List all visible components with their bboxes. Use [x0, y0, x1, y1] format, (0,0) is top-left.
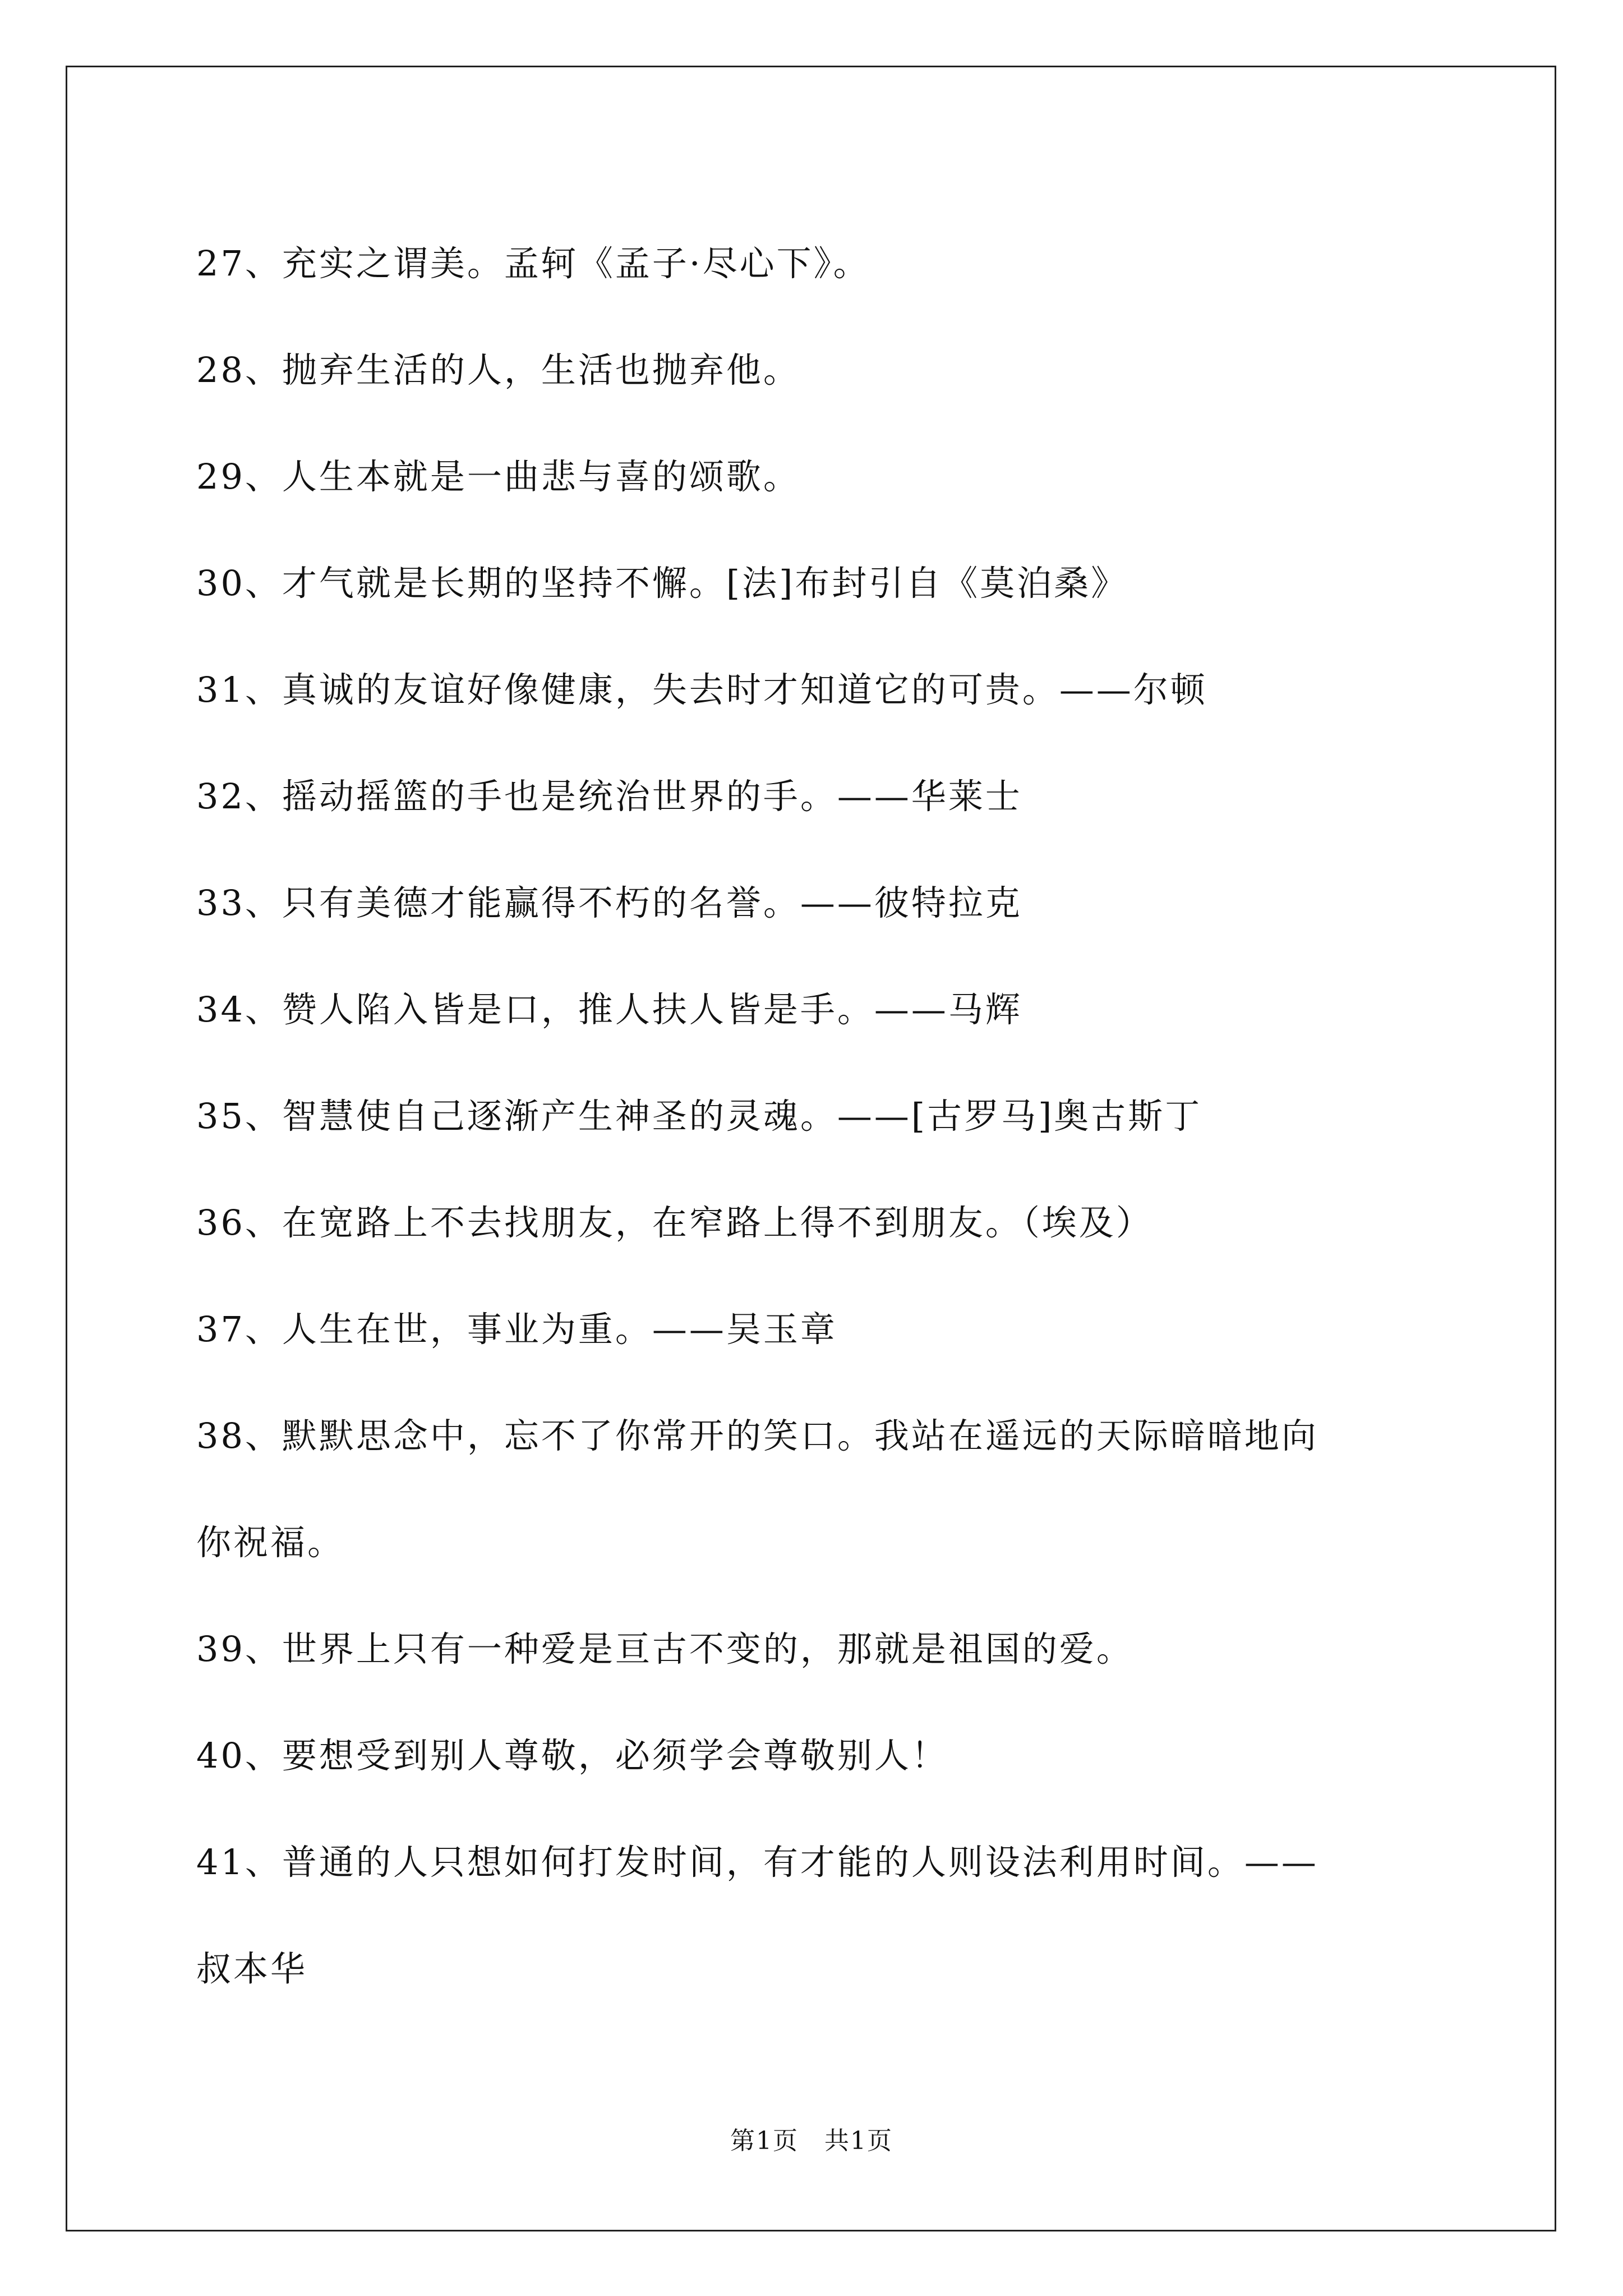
text-line: 37、人生在世，事业为重。——吴玉章 — [196, 1309, 837, 1350]
text-line: 33、只有美德才能赢得不朽的名誉。——彼特拉克 — [196, 882, 1022, 923]
text-line: 30、才气就是长期的坚持不懈。[法]布封引自《莫泊桑》 — [196, 563, 1128, 604]
text-line: 38、默默思念中，忘不了你常开的笑口。我站在遥远的天际暗暗地向 — [196, 1415, 1318, 1456]
text-line: 你祝福。 — [196, 1522, 345, 1563]
text-line: 35、智慧使自己逐渐产生神圣的灵魂。——[古罗马]奥古斯丁 — [196, 1096, 1202, 1137]
text-line: 41、普通的人只想如何打发时间，有才能的人则设法利用时间。—— — [196, 1842, 1318, 1883]
text-line: 29、人生本就是一曲悲与喜的颂歌。 — [196, 456, 800, 497]
text-line: 36、在宽路上不去找朋友，在窄路上得不到朋友。（埃及） — [196, 1202, 1153, 1243]
text-line: 31、真诚的友谊好像健康，失去时才知道它的可贵。——尔顿 — [196, 669, 1207, 710]
text-line: 34、赞人陷入皆是口，推人扶人皆是手。——马辉 — [196, 989, 1022, 1030]
text-line: 28、抛弃生活的人，生活也抛弃他。 — [196, 349, 800, 390]
page-footer: 第1页 共1页 — [730, 2127, 893, 2155]
text-line: 40、要想受到别人尊敬，必须学会尊敬别人！ — [196, 1735, 948, 1776]
text-line: 叔本华 — [196, 1948, 308, 1989]
text-line: 27、充实之谓美。孟轲《孟子·尽心下》。 — [196, 243, 870, 284]
document-body — [196, 210, 1436, 2022]
text-line: 32、摇动摇篮的手也是统治世界的手。——华莱士 — [196, 776, 1022, 817]
text-line: 39、世界上只有一种爱是亘古不变的，那就是祖国的爱。 — [196, 1628, 1133, 1669]
